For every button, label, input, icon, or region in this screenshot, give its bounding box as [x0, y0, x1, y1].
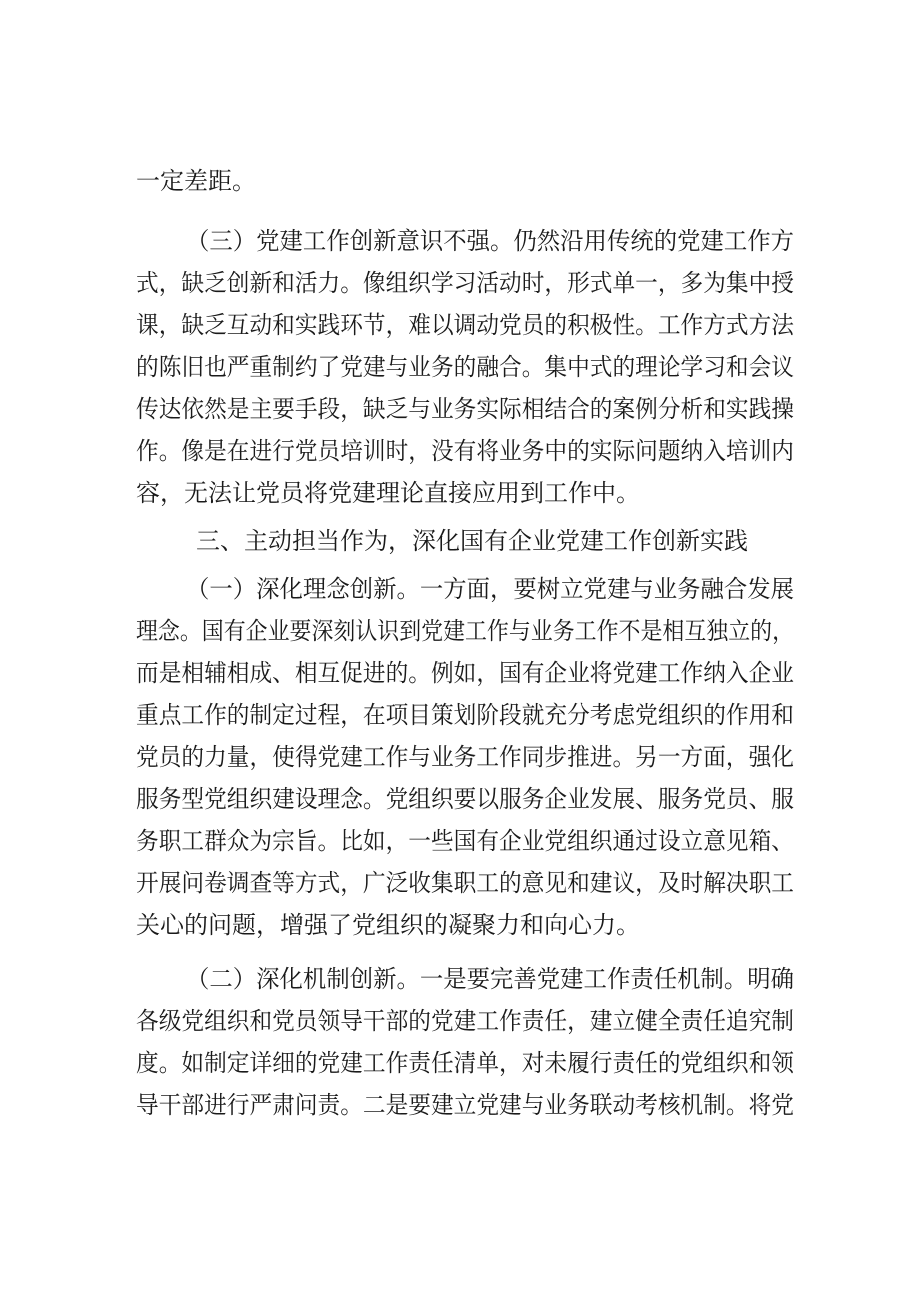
paragraph-line: 开展问卷调查等方式，广泛收集职工的意见和建议，及时解决职工	[136, 869, 794, 897]
paragraph-line: 容，无法让党员将党建理论直接应用到工作中。	[136, 479, 640, 507]
paragraph-line: 重点工作的制定过程，在项目策划阶段就充分考虑党组织的作用和	[136, 701, 794, 729]
paragraph-line: 党员的力量，使得党建工作与业务工作同步推进。另一方面，强化	[136, 743, 794, 771]
paragraph-line: 式，缺乏创新和活力。像组织学习活动时，形式单一，多为集中授	[136, 269, 794, 297]
paragraph-line: 关心的问题，增强了党组织的凝聚力和向心力。	[136, 911, 640, 939]
paragraph-line: 传达依然是主要手段，缺乏与业务实际相结合的案例分析和实践操	[136, 395, 794, 423]
paragraph-line: 一定差距。	[136, 167, 256, 195]
paragraph-line: 导干部进行严肃问责。二是要建立党建与业务联动考核机制。将党	[136, 1091, 794, 1119]
paragraph-line: （二）深化机制创新。一是要完善党建工作责任机制。明确	[186, 965, 795, 993]
paragraph-line: 服务型党组织建设理念。党组织要以服务企业发展、服务党员、服	[136, 785, 794, 813]
paragraph-line: 务职工群众为宗旨。比如，一些国有企业党组织通过设立意见箱、	[136, 827, 794, 855]
paragraph-line: 各级党组织和党员领导干部的党建工作责任，建立健全责任追究制	[136, 1007, 794, 1035]
paragraph-line: 而是相辅相成、相互促进的。例如，国有企业将党建工作纳入企业	[136, 659, 794, 687]
paragraph-line: （一）深化理念创新。一方面，要树立党建与业务融合发展	[186, 575, 795, 603]
section-heading: 三、主动担当作为，深化国有企业党建工作创新实践	[196, 527, 748, 555]
paragraph-line: （三）党建工作创新意识不强。仍然沿用传统的党建工作方	[186, 227, 795, 255]
paragraph-line: 作。像是在进行党员培训时，没有将业务中的实际问题纳入培训内	[136, 437, 794, 465]
paragraph-line: 的陈旧也严重制约了党建与业务的融合。集中式的理论学习和会议	[136, 353, 794, 381]
paragraph-line: 度。如制定详细的党建工作责任清单，对未履行责任的党组织和领	[136, 1049, 794, 1077]
paragraph-line: 课，缺乏互动和实践环节，难以调动党员的积极性。工作方式方法	[136, 311, 794, 339]
paragraph-line: 理念。国有企业要深刻认识到党建工作与业务工作不是相互独立的，	[136, 617, 795, 645]
